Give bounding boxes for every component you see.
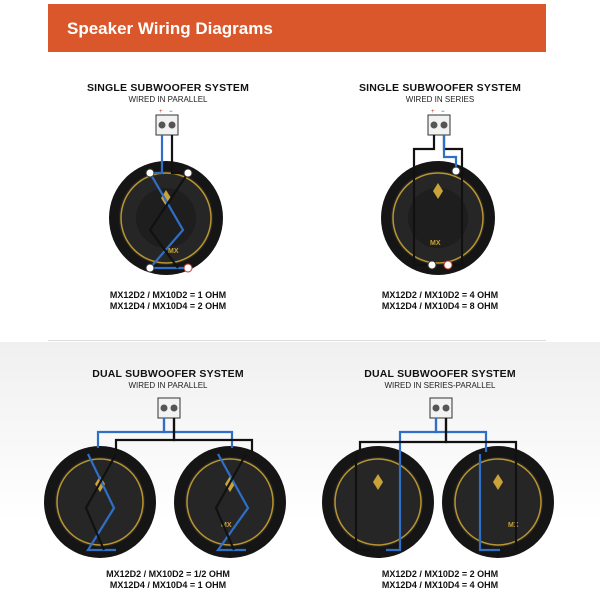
subwoofer-right [442, 446, 554, 558]
panel-subtitle: WIRED IN SERIES-PARALLEL [384, 381, 496, 390]
impedance-line: MX12D4 / MX10D4 = 2 OHM [109, 301, 227, 311]
panel-subtitle: WIRED IN PARALLEL [128, 381, 208, 390]
panel-dual-series-parallel [290, 0, 590, 600]
impedance-line: MX12D4 / MX10D4 = 4 OHM [381, 580, 499, 590]
amp-terminal [430, 398, 452, 418]
wiring-diagram-dual-parallel [18, 390, 318, 570]
panel-subtitle: WIRED IN SERIES [405, 95, 475, 104]
amp-minus-label: − [169, 109, 173, 115]
wiring-diagram-dual-series-parallel [290, 390, 590, 570]
amp-minus-label: − [441, 109, 445, 115]
impedance-line: MX12D4 / MX10D4 = 1 OHM [109, 580, 227, 590]
panel-subtitle: WIRED IN PARALLEL [128, 95, 208, 104]
amp-terminal [158, 398, 180, 418]
panel-title: SINGLE SUBWOOFER SYSTEM [86, 82, 250, 94]
impedance-line: MX12D2 / MX10D2 = 2 OHM [381, 569, 499, 579]
impedance-info [18, 569, 318, 591]
impedance-line: MX12D4 / MX10D4 = 8 OHM [381, 301, 499, 311]
logo-text: MX [430, 240, 441, 247]
subwoofer-left [322, 446, 434, 558]
panel-title: DUAL SUBWOOFER SYSTEM [92, 368, 244, 380]
logo-text: MX [508, 522, 519, 529]
impedance-info [290, 569, 590, 591]
amp-plus-label: + [159, 109, 163, 115]
page-title: Speaker Wiring Diagrams [67, 19, 273, 38]
panel-title: DUAL SUBWOOFER SYSTEM [364, 368, 516, 380]
panel-dual-parallel [18, 0, 318, 600]
impedance-line: MX12D2 / MX10D2 = 1 OHM [109, 290, 227, 300]
logo-text: MX [168, 248, 179, 255]
impedance-line: MX12D2 / MX10D2 = 4 OHM [381, 290, 499, 300]
panel-title: SINGLE SUBWOOFER SYSTEM [358, 82, 522, 94]
impedance-line: MX12D2 / MX10D2 = 1/2 OHM [106, 569, 230, 579]
logo-text: MX [221, 522, 232, 529]
amp-plus-label: + [431, 109, 435, 115]
